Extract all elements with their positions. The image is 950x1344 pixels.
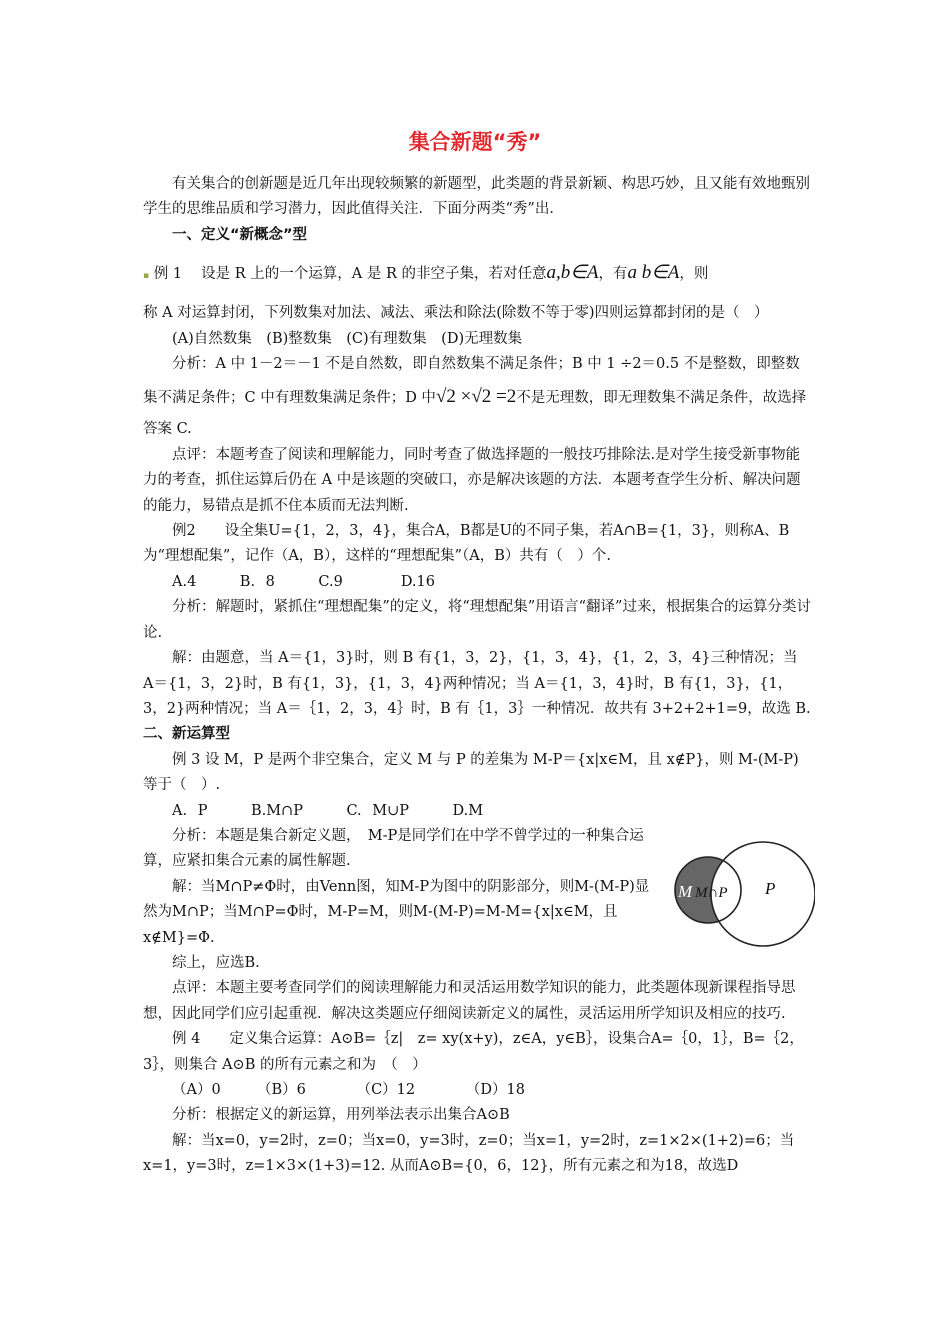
ex3-options: A. P B.M∩P C. M∪P D.M [172,802,484,819]
ex1-options: (A)自然数集 (B)整数集 (C)有理数集 (D)无理数集 [172,330,523,347]
ex1-analysis [143,352,811,443]
ex4-solution: 解：当x=0，y=2时，z=0；当x=0，y=3时，z=0；当x=1，y=2时，z=1×2×(1+2)=6；当x=1，y=3时，z=1×3×(1+3)=12. 从而A⊙B={0，6，12}，所有元素之和为18，故选D [143,1132,795,1175]
ex3-analysis: 分析：本题是集合新定义题， M-P是同学们在中学不曾学过的一种集合运算，应紧扣集合元素的属性解题. [143,827,644,870]
ex3-solution: 解：当M∩P≠Φ时，由Venn图，知M-P为图中的阴影部分，则M-(M-P)显然为M∩P；当M∩P=Φ时，M-P=M，则M-(M-P)=M-M={x|x∈M，且x∉M}=Φ. [143,878,650,946]
ex1-analysis-a: 分析：A 中 1－2＝－1 不是自然数，即自然数集不满足条件；B 中 1 ÷2＝0.5 不是整数，即整数集不满足条件；C 中有理数集满足条件；D 中 [143,356,800,407]
ex1-analysis-b: 不是无理数，即无理数集不满足条件，故选择答案 C. [143,390,807,438]
ex4-options: （A）0 （B）6 （C）12 （D）18 [172,1082,525,1098]
marker-dot: ▪ [143,271,150,282]
ex2-stem: 例2 设全集U={1，2，3，4}，集合A，B都是U的不同子集，若A∩B={1，3}，则称A、B为“理想配集”，记作（A，B），这样的“理想配集”（A，B）共有（ ）个. [143,523,790,565]
intro-paragraph: 有关集合的创新题是近几年出现较频繁的新题型，此类题的背景新颖、构思巧妙，且又能有效地甄别学生的思维品质和学习潜力，因此值得关注．下面分两类“秀”出． [143,176,810,218]
ex1-comment: 点评：本题考查了阅读和理解能力，同时考查了做选择题的一般技巧排除法.是对学生接受新事物能力的考查，抓住运算后仍在 A 中是该题的突破口，亦是解决该题的方法．本题考查学生分析、解决问题的能力，易错点是抓不住本质而无法判断. [143,446,801,514]
ex2-options: A.4 B. 8 C.9 D.16 [172,573,435,590]
ex4-stem: 例 4 定义集合运算：A⊙B=｛z| z= xy(x+y)，z∈A，y∈B｝，设集合A=｛0，1｝，B=｛2，3｝，则集合 A⊙B 的所有元素之和为 （ ） [143,1031,804,1073]
ex1-lead: 例 1 设是 R 上的一个运算，A 是 R 的非空子集，若对任意 [153,266,547,283]
ex3-stem: 例 3 设 M，P 是两个非空集合，定义 M 与 P 的差集为 M-P＝{x|x∈M，且 x∉P}，则 M-(M-P)等于（ ）. [143,751,799,794]
section-heading-1: 一、定义“新概念”型 [172,226,308,243]
venn-label-p: P [765,879,776,898]
ex1-math-1: a,b∈A [546,262,599,284]
ex3-conclusion: 综上，应选B. [172,954,260,971]
venn-label-mp: M∩P [695,885,728,901]
ex1-mid: ，有 [598,266,628,283]
ex4-analysis: 分析：根据定义的新运算，用列举法表示出集合A⊙B [172,1107,510,1124]
ex1-analysis-math: √2 ×√2 =2 [435,386,517,408]
venn-diagram [669,836,815,956]
ex1-line-2: 称 A 对运算封闭，下列数集对加法、减法、乘法和除法(除数不等于零)四则运算都封闭的是（ ） [143,305,769,322]
ex3-comment: 点评：本题主要考查同学们的阅读理解能力和灵活运用数学知识的能力，此类题体现新课程指导思想，因此同学们应引起重视．解决这类题应仔细阅读新定义的属性，灵活运用所学知识及相应的技巧. [143,980,796,1022]
example-1-stem [143,248,811,301]
venn-label-m: M [678,882,693,901]
ex2-analysis: 分析：解题时，紧抓住“理想配集”的定义，将“理想配集”用语言“翻译”过来，根据集合的运算分类讨论. [143,599,811,641]
document-body [143,172,811,1180]
ex2-solution: 解：由题意，当 A＝{1，3}时，则 B 有{1，3，2}，{1，3，4}，{1，2，3，4}三种情况；当 A＝{1，3，2}时，B 有{1，3}，{1，3，4}两种情况；当 A＝{1，3，4}时，B 有{1，3}，{1，3，2}两种情况；当 A＝｛1，2，3，4｝时，B 有｛1，3｝一种情况．故共有 3+2+2+1=9，故选 B. [143,650,811,717]
section-heading-2: 二、新运算型 [143,726,230,743]
document-title: 集合新题“秀” [408,130,542,154]
ex1-tail: ，则 [679,266,709,283]
ex1-math-2: a b∈A [627,262,680,284]
